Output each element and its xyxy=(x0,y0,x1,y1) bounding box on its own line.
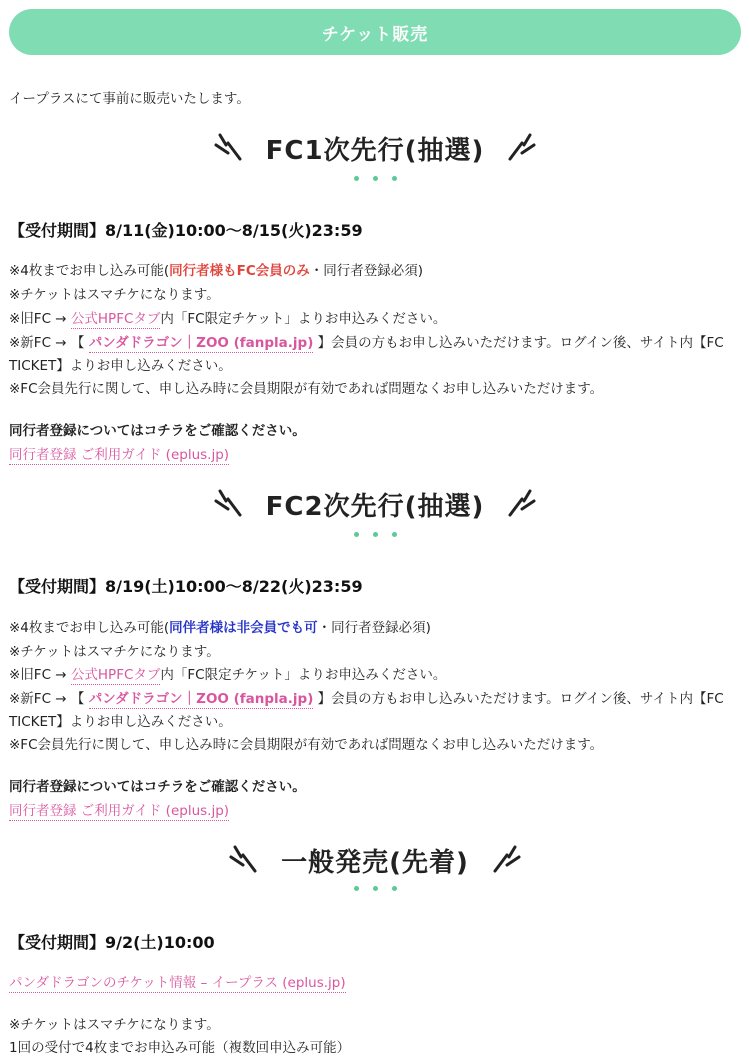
fc2-guide-link-wrap xyxy=(9,800,229,822)
general-heading-text: 一般発売(先着) xyxy=(281,847,469,878)
dot xyxy=(354,886,359,891)
fc2-line4 xyxy=(9,688,724,710)
dot xyxy=(373,886,378,891)
fc1-line5: TICKET】よりお申し込みください。 xyxy=(9,358,232,374)
general-ticket-link[interactable]: パンダドラゴンのチケット情報 – イープラス (eplus.jp) xyxy=(9,975,346,991)
spark-right-icon xyxy=(502,131,536,165)
fc2-guide-title: 同行者登録についてはコチラをご確認ください。 xyxy=(9,779,306,795)
spark-left-icon xyxy=(214,487,248,521)
dot xyxy=(354,176,359,181)
fc1-line1-c: ・同行者登録必須) xyxy=(309,263,424,279)
fc1-guide-title: 同行者登録についてはコチラをご確認ください。 xyxy=(9,423,306,439)
fc2-fanpla-link[interactable]: パンダドラゴン｜ZOO (fanpla.jp) xyxy=(88,691,314,707)
dot xyxy=(392,532,397,537)
spark-left-icon xyxy=(214,131,248,165)
fc1-heading xyxy=(0,118,750,178)
fc1-fanpla-link[interactable]: パンダドラゴン｜ZOO (fanpla.jp) xyxy=(88,335,314,351)
fc2-dots xyxy=(0,532,750,537)
general-dots xyxy=(0,886,750,891)
fc2-line1-c: ・同行者登録必須) xyxy=(317,620,431,636)
fc1-line4 xyxy=(9,332,724,354)
fc2-line6: ※FC会員先行に関して、申し込み時に会員期限が有効であれば問題なくお申し込みいただけます。 xyxy=(9,737,604,753)
fc2-line3-a: ※旧FC → xyxy=(9,667,71,683)
fc2-line2: ※チケットはスマチケになります。 xyxy=(9,644,220,660)
fc2-line1-a: ※4枚までお申し込み可能( xyxy=(9,620,170,636)
fc1-line3-a: ※旧FC → xyxy=(9,311,71,327)
fc1-dots xyxy=(0,176,750,181)
fc2-line5: TICKET】よりお申し込みください。 xyxy=(9,714,232,730)
dot xyxy=(373,532,378,537)
general-line2: 1回の受付で4枚までお申込み可能（複数回申込み可能） xyxy=(9,1040,351,1056)
fc2-guide-link[interactable]: 同行者登録 ご利用ガイド (eplus.jp) xyxy=(9,803,230,819)
spark-right-icon xyxy=(487,843,521,877)
fc1-period: 【受付期間】8/11(金)10:00〜8/15(火)23:59 xyxy=(9,221,363,240)
fc1-line1-a: ※4枚までお申し込み可能( xyxy=(9,263,170,279)
fc1-line6: ※FC会員先行に関して、申し込み時に会員期限が有効であれば問題なくお申し込みいただけます。 xyxy=(9,381,604,397)
fc1-line3-b: 内「FC限定チケット」よりお申込みください。 xyxy=(160,311,447,327)
fc2-heading xyxy=(0,474,750,534)
fc2-companion-note: 同伴者様は非会員でも可 xyxy=(169,620,318,636)
general-line1: ※チケットはスマチケになります。 xyxy=(9,1017,220,1033)
fc1-companion-note: 同行者様もFC会員のみ xyxy=(169,263,310,279)
fc2-line3 xyxy=(9,664,446,686)
fc2-line4-a: ※新FC → 【 xyxy=(9,691,89,707)
dot xyxy=(392,886,397,891)
fc1-heading-text: FC1次先行(抽選) xyxy=(265,135,485,166)
dot xyxy=(354,532,359,537)
ticket-sales-banner xyxy=(9,9,741,55)
dot xyxy=(373,176,378,181)
fc1-line4-b: 】会員の方もお申し込みいただけます。ログイン後、サイト内【FC xyxy=(313,335,724,351)
general-heading xyxy=(0,830,750,890)
fc1-guide-link[interactable]: 同行者登録 ご利用ガイド (eplus.jp) xyxy=(9,447,230,463)
fc2-line4-b: 】会員の方もお申し込みいただけます。ログイン後、サイト内【FC xyxy=(313,691,724,707)
spark-right-icon xyxy=(502,487,536,521)
fc1-line4-a: ※新FC → 【 xyxy=(9,335,89,351)
fc2-official-hp-link[interactable]: 公式HPFCタブ xyxy=(70,667,161,683)
fc1-guide-link-wrap xyxy=(9,444,229,466)
dot xyxy=(392,176,397,181)
fc1-line1 xyxy=(9,260,423,282)
fc1-line3 xyxy=(9,308,446,330)
fc1-line2: ※チケットはスマチケになります。 xyxy=(9,287,220,303)
fc1-official-hp-link[interactable]: 公式HPFCタブ xyxy=(70,311,161,327)
spark-left-icon xyxy=(229,843,263,877)
banner-title: チケット販売 xyxy=(321,24,429,45)
fc2-line1 xyxy=(9,617,431,639)
fc2-heading-text: FC2次先行(抽選) xyxy=(265,491,485,522)
fc2-line3-b: 内「FC限定チケット」よりお申込みください。 xyxy=(160,667,447,683)
intro-text: イープラスにて事前に販売いたします。 xyxy=(9,91,250,107)
fc2-period: 【受付期間】8/19(土)10:00〜8/22(火)23:59 xyxy=(9,577,363,596)
general-ticket-link-wrap xyxy=(9,972,346,994)
general-period: 【受付期間】9/2(土)10:00 xyxy=(9,933,215,952)
